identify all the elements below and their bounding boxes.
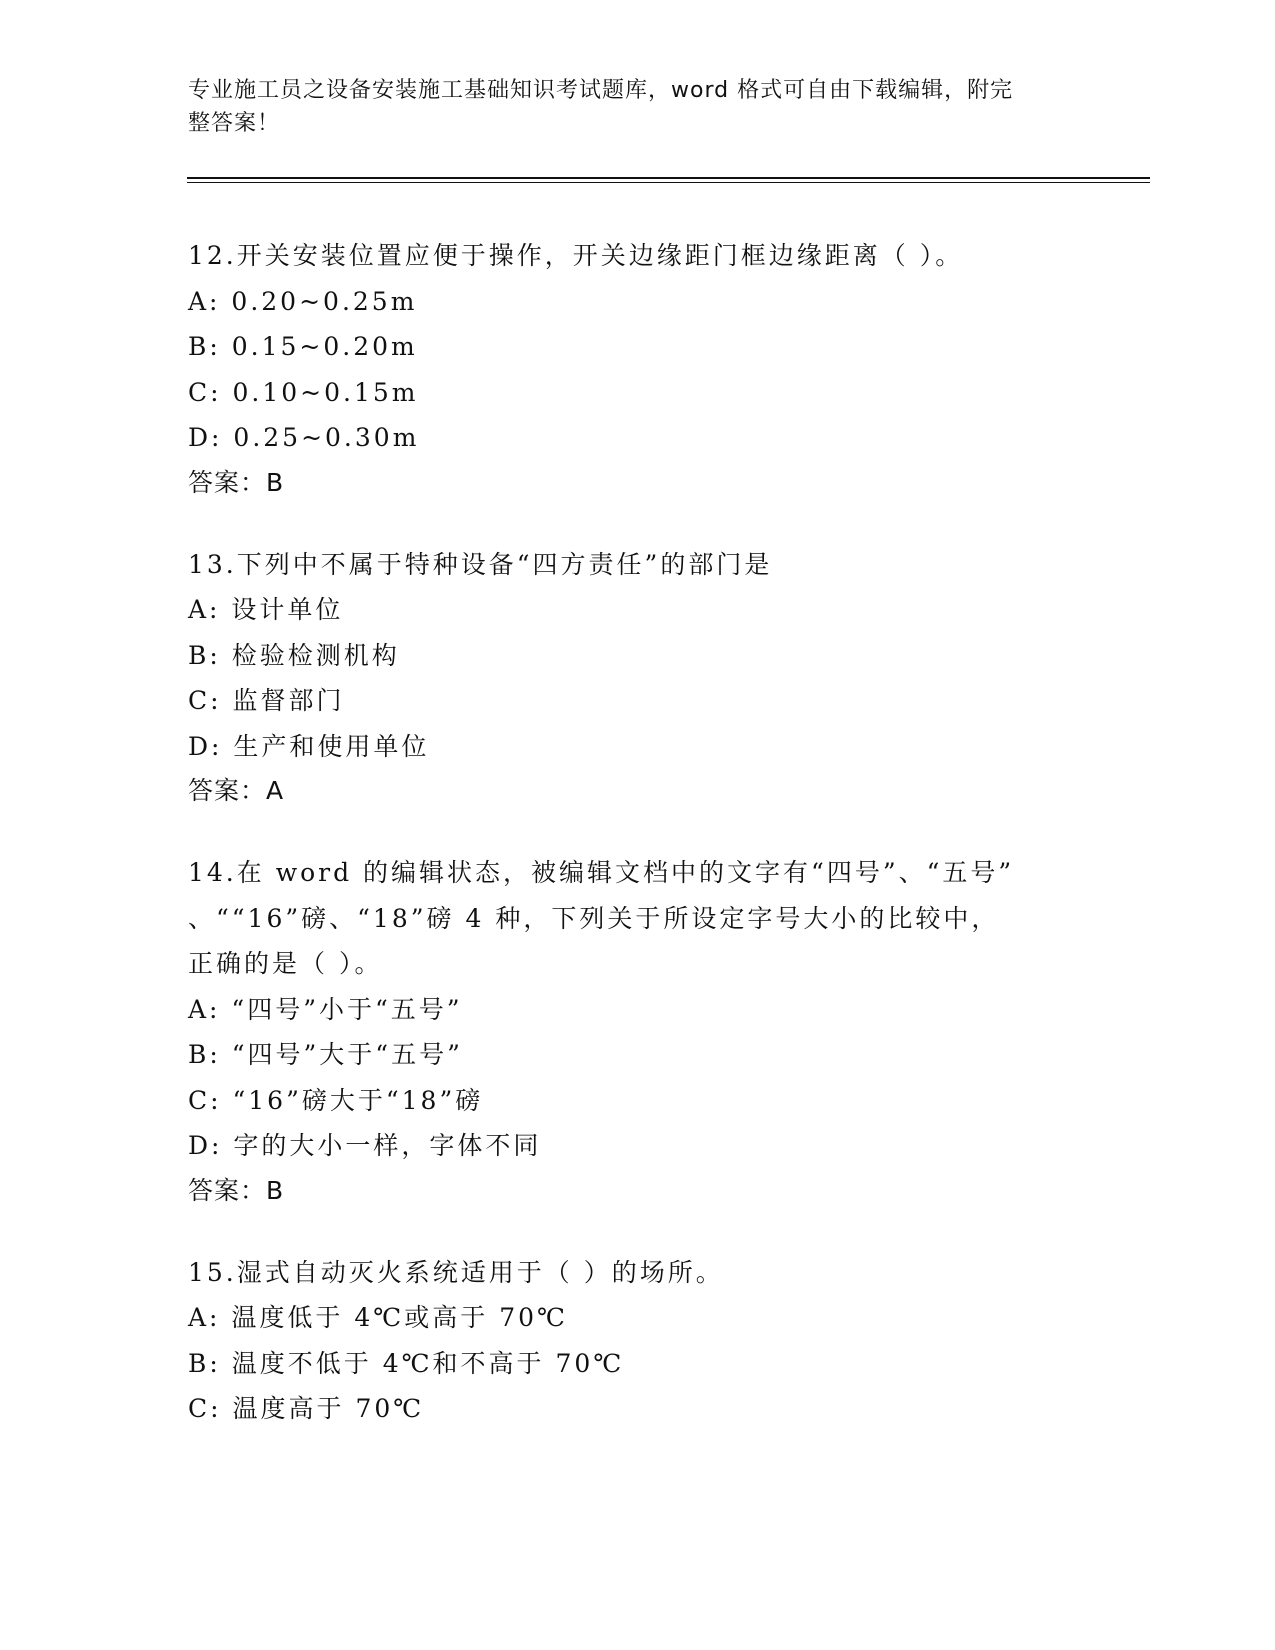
option-a: A: “四号”小于“五号”: [188, 994, 463, 1024]
answer-line: 答案：B: [188, 467, 285, 497]
header-line-2: 整答案！: [188, 111, 281, 136]
option-b: B: 0.15~0.20m: [188, 332, 418, 361]
option-c: C: 温度高于 70℃: [188, 1394, 425, 1423]
document-header: [188, 74, 1088, 140]
question-stem-line-2: 、““16”磅、“18”磅 4 种，下列关于所设定字号大小的比较中，: [188, 903, 1000, 933]
question-14: [188, 850, 1088, 1212]
option-a: A: 温度低于 4℃或高于 70℃: [188, 1303, 568, 1332]
option-b: B: 温度不低于 4℃和不高于 70℃: [188, 1348, 625, 1378]
option-a: A: 0.20~0.25m: [188, 286, 418, 316]
option-c: C: “16”磅大于“18”磅: [188, 1085, 484, 1115]
header-line-1: 专业施工员之设备安装施工基础知识考试题库，word 格式可自由下载编辑，附完: [188, 78, 1014, 103]
question-12: [188, 233, 1088, 504]
option-d: D: 生产和使用单位: [188, 731, 430, 761]
header-divider-thin: [187, 182, 1150, 183]
option-c: C: 监督部门: [188, 686, 345, 715]
option-b: B: “四号”大于“五号”: [188, 1040, 463, 1069]
question-stem-line-3: 正确的是（ ）。: [188, 949, 383, 978]
option-a: A: 设计单位: [188, 595, 344, 624]
answer-line: 答案：B: [188, 1175, 285, 1205]
question-stem: 15.湿式自动灭火系统适用于（ ）的场所。: [188, 1257, 724, 1287]
question-15: [188, 1250, 1088, 1432]
question-stem: 12.开关安装位置应便于操作，开关边缘距门框边缘距离（ ）。: [188, 241, 964, 270]
question-13: [188, 542, 1088, 813]
question-stem-line-1: 14.在 word 的编辑状态，被编辑文档中的文字有“四号”、“五号”: [188, 858, 1015, 887]
header-divider-thick: [187, 177, 1150, 179]
option-d: D: 0.25~0.30m: [188, 423, 420, 452]
question-stem: 13.下列中不属于特种设备“四方责任”的部门是: [188, 549, 773, 579]
option-b: B: 检验检测机构: [188, 640, 400, 670]
option-c: C: 0.10~0.15m: [188, 377, 419, 407]
option-d: D: 字的大小一样，字体不同: [188, 1131, 542, 1160]
answer-line: 答案：A: [188, 776, 285, 805]
question-list: [188, 233, 1088, 1470]
